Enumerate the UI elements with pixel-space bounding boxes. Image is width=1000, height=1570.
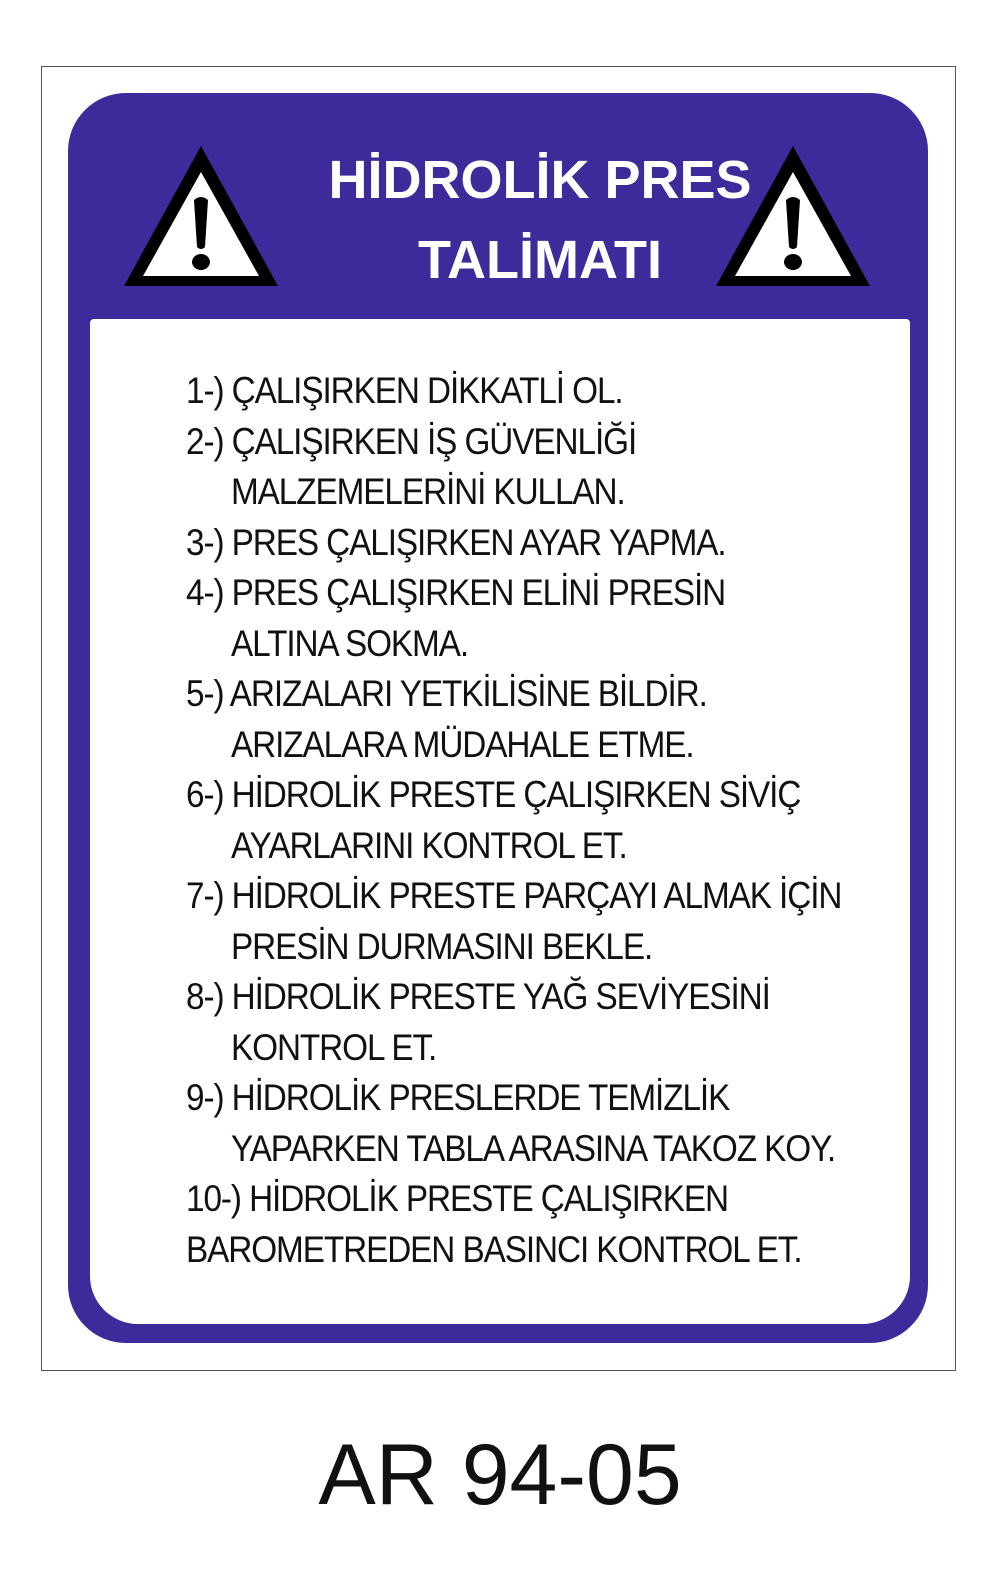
instruction-line-continued: AYARLARINI KONTROL ET. — [231, 824, 627, 866]
instruction-line: 4-) PRES ÇALIŞIRKEN ELİNİ PRESİN — [186, 572, 726, 613]
instruction-item — [186, 568, 830, 669]
instruction-item — [186, 417, 830, 518]
instruction-line: 3-) PRES ÇALIŞIRKEN AYAR YAPMA. — [186, 521, 726, 563]
instruction-item — [186, 972, 830, 1073]
instruction-item — [186, 669, 830, 770]
instruction-line-continued: BAROMETREDEN BASINCI KONTROL ET. — [186, 1228, 802, 1270]
instruction-item — [186, 770, 830, 871]
instruction-item — [186, 1174, 830, 1275]
instruction-item — [186, 366, 830, 417]
instruction-line-continued: YAPARKEN TABLA ARASINA TAKOZ KOY. — [231, 1127, 836, 1169]
product-code: AR 94-05 — [318, 1427, 682, 1523]
instruction-item — [186, 518, 830, 569]
instruction-line-continued: MALZEMELERİNİ KULLAN. — [231, 471, 625, 512]
instruction-line: 1-) ÇALIŞIRKEN DİKKATLİ OL. — [186, 370, 623, 411]
instruction-line: 7-) HİDROLİK PRESTE PARÇAYI ALMAK İÇİN — [186, 875, 842, 916]
sign-title — [300, 140, 780, 300]
warning-triangle-icon — [120, 142, 282, 290]
instruction-line-continued: ARIZALARA MÜDAHALE ETME. — [231, 723, 694, 765]
instruction-line: 9-) HİDROLİK PRESLERDE TEMİZLİK — [186, 1077, 730, 1118]
instruction-list — [186, 366, 901, 1275]
instruction-line: 6-) HİDROLİK PRESTE ÇALIŞIRKEN SİVİÇ — [186, 774, 801, 815]
instruction-line-continued: KONTROL ET. — [231, 1026, 437, 1068]
instruction-item — [186, 871, 842, 972]
instruction-line-continued: ALTINA SOKMA. — [231, 622, 469, 664]
sign-title-line2: TALİMATI — [418, 230, 662, 290]
instruction-line-continued: PRESİN DURMASINI BEKLE. — [231, 925, 653, 967]
instruction-line: 10-) HİDROLİK PRESTE ÇALIŞIRKEN — [186, 1178, 729, 1219]
sign-title-line1: HİDROLİK PRES — [328, 150, 752, 210]
instruction-line: 2-) ÇALIŞIRKEN İŞ GÜVENLİĞİ — [186, 420, 637, 462]
instruction-line: 5-) ARIZALARI YETKİLİSİNE BİLDİR. — [186, 673, 707, 714]
instruction-line: 8-) HİDROLİK PRESTE YAĞ SEVİYESİNİ — [186, 976, 770, 1017]
instruction-item — [186, 1073, 836, 1174]
